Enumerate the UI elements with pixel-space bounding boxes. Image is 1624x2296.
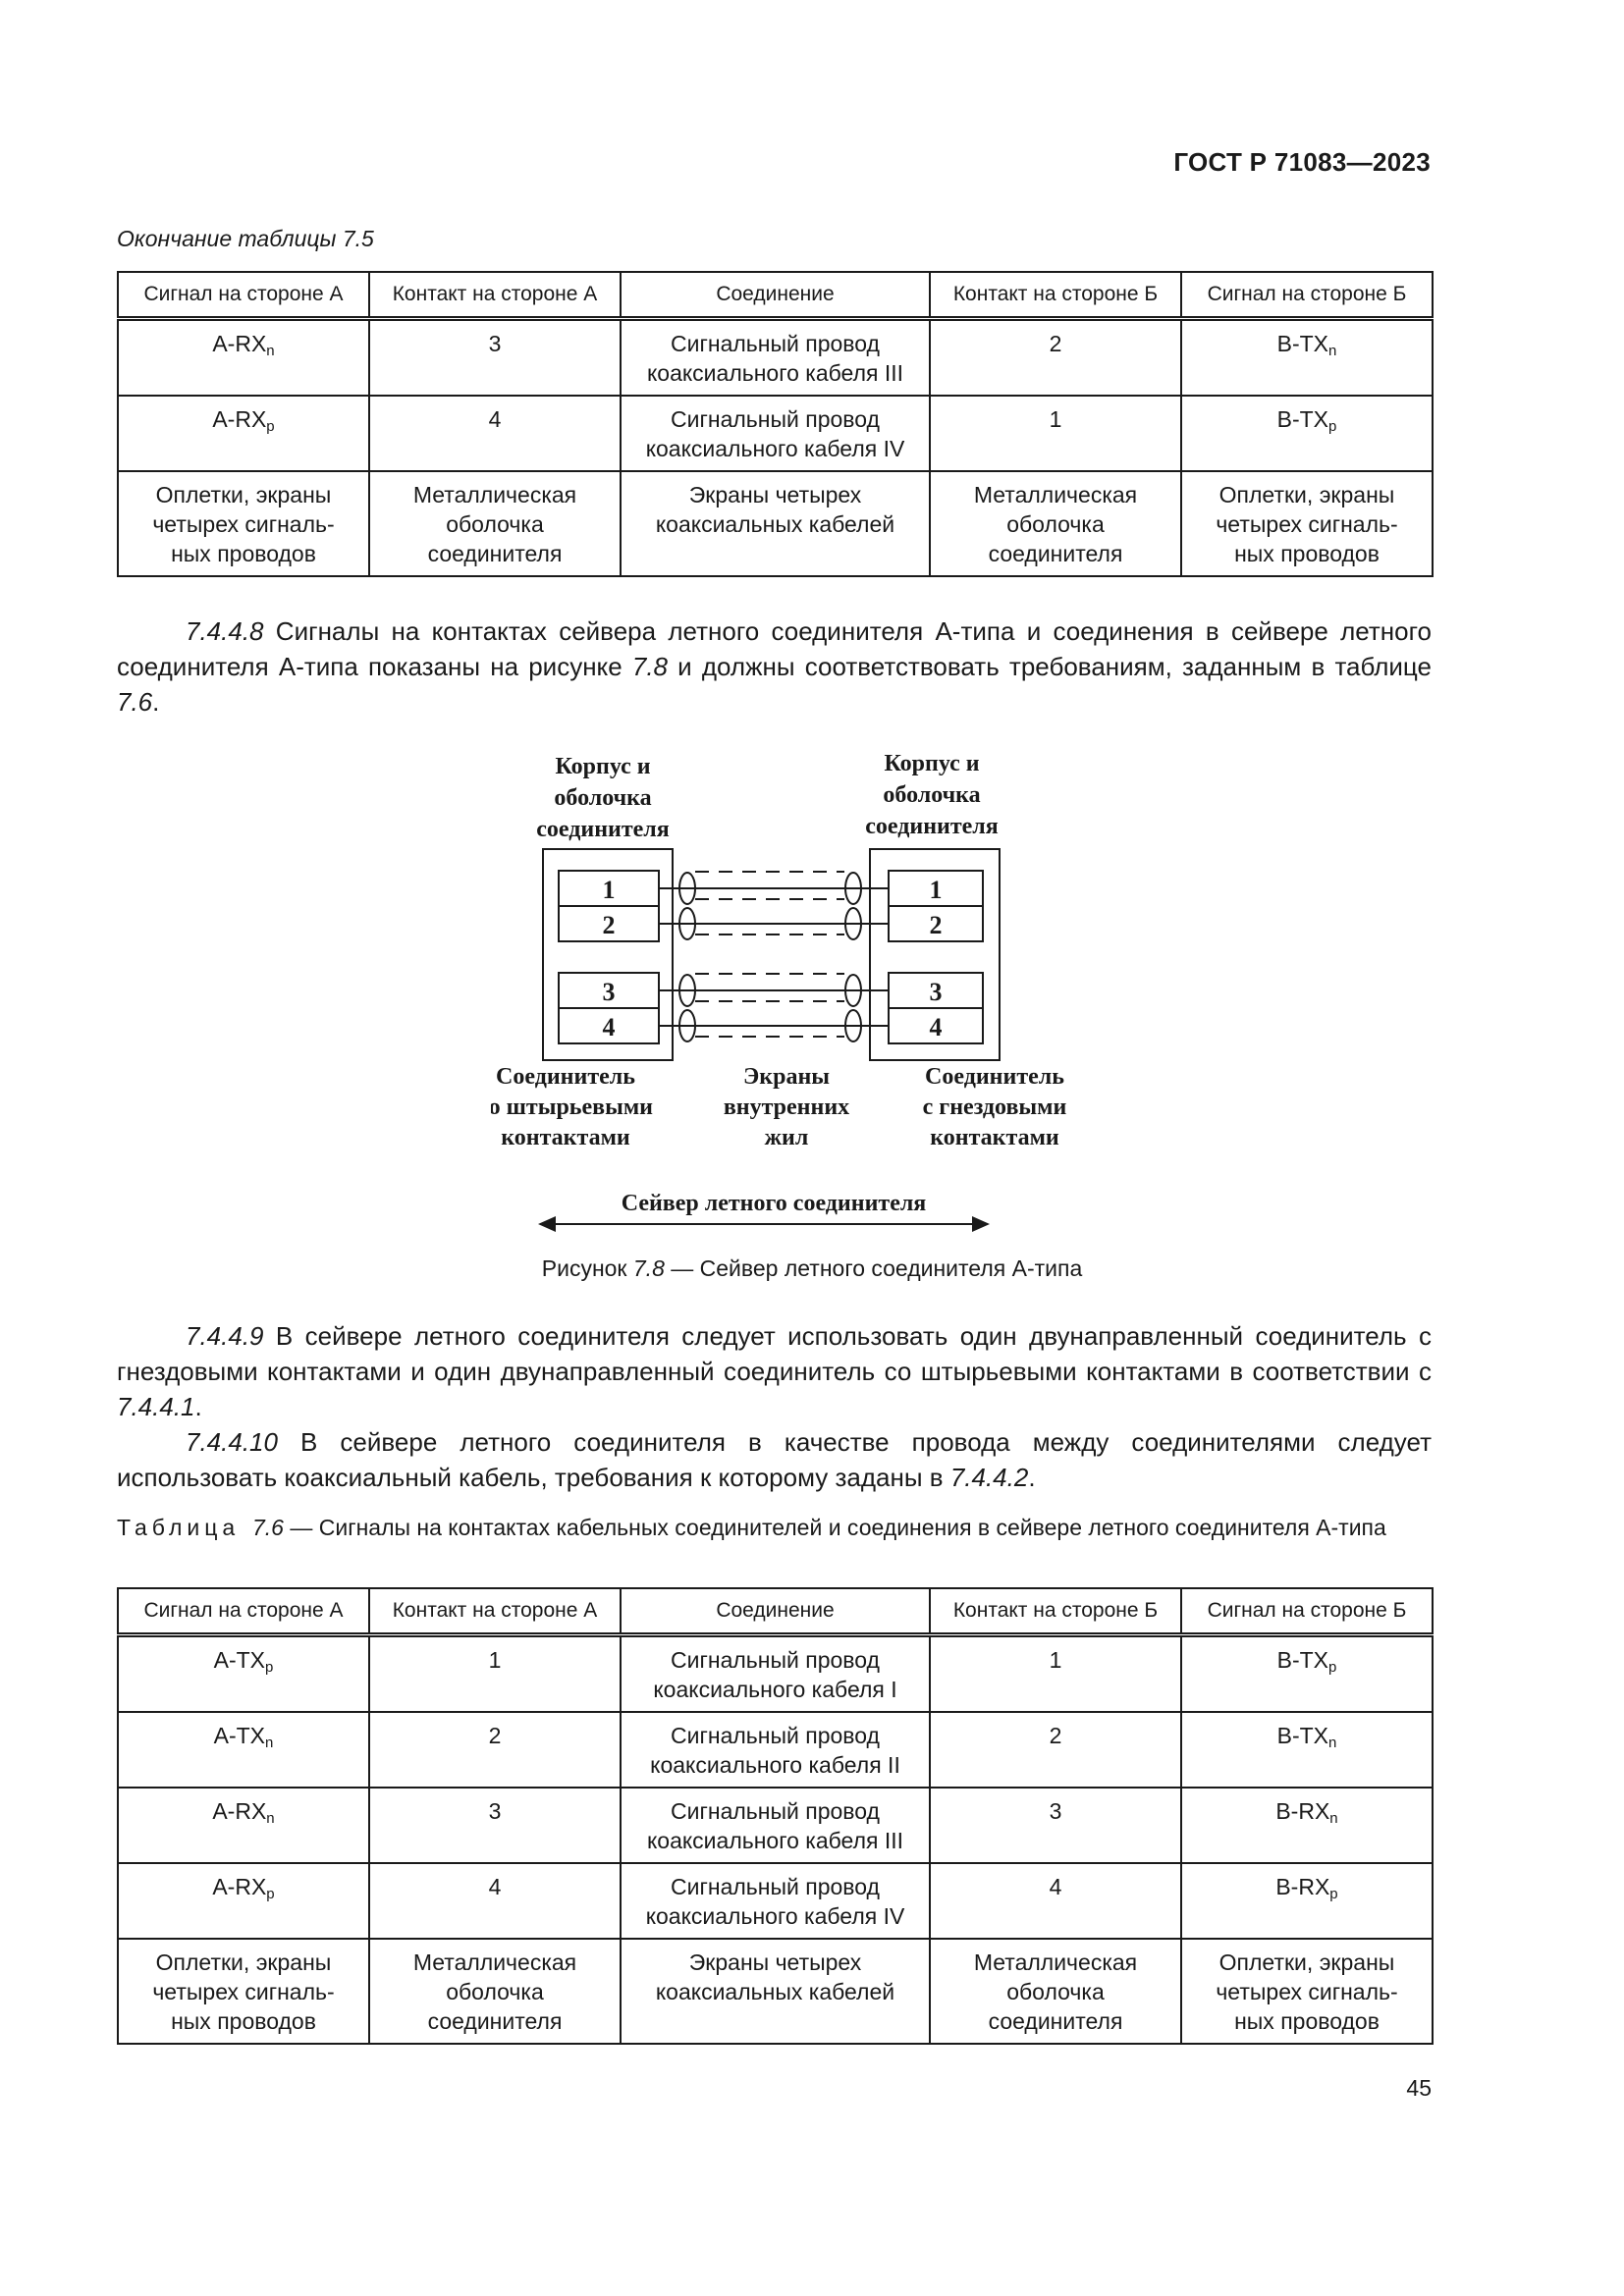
left-pin-label-2: 2 [602,911,616,939]
cell-connection: Сигнальный провод коаксиального кабеля I [621,1635,930,1713]
cell-signal-b: Оплетки, экраны четырех сигналь- ных проводов [1181,471,1433,576]
cell-signal-b: $B-TX_n$ [1181,1712,1433,1788]
figure-7-8-caption: Рисунок 7.8 — Сейвер летного соединителя А-типа [541,1255,1083,1281]
col-header-signal-a: Сигнал на стороне А [118,1588,369,1635]
cell-contact-b: 2 [930,1712,1181,1788]
cell-signal-a: $A-TX_p$ [118,1635,369,1713]
table-row-shields [118,1939,1433,2044]
cell-signal-b: $B-RX_p$ [1181,1863,1433,1939]
cell-signal-a: $A-RX_n$ [118,1788,369,1863]
cell-signal-a: Оплетки, экраны четырех сигналь- ных проводов [118,471,369,576]
table-header-row [118,1588,1433,1635]
span-label: Сейвер летного соединителя [621,1191,927,1216]
page-number: 45 [1406,2075,1432,2101]
cell-signal-b: $B-TX_p$ [1181,396,1433,471]
cell-connection: Сигнальный провод коаксиального кабеля II [621,1712,930,1788]
cell-contact-b: Металлическая оболочка соединителя [930,471,1181,576]
saver-diagram [491,741,1080,1252]
label-left-bottom-3: контактами [501,1125,630,1150]
table-7-5-continuation-caption: Окончание таблицы 7.5 [117,226,374,251]
cell-connection: Экраны четырех коаксиальных кабелей [621,1939,930,2044]
label-right-top-1: Корпус и [884,751,980,776]
table-row [118,1712,1433,1788]
label-right-bottom-3: контактами [930,1125,1059,1150]
col-header-signal-b: Сигнал на стороне Б [1181,1588,1433,1635]
col-header-signal-a: Сигнал на стороне А [118,272,369,319]
cell-connection: Сигнальный провод коаксиального кабеля III [621,1788,930,1863]
label-left-top-3: соединителя [536,817,670,842]
span-arrow [538,1216,990,1232]
cell-signal-b: $B-RX_n$ [1181,1788,1433,1863]
right-pin-label-3: 3 [929,978,943,1006]
cell-contact-b: Металлическая оболочка соединителя [930,1939,1181,2044]
table-7-6 [117,1587,1434,2045]
col-header-connection: Соединение [621,272,930,319]
label-middle-bottom-1: Экраны [742,1064,831,1090]
shield-dash-lines [695,872,844,1037]
label-right-bottom-1: Соединитель [925,1064,1064,1090]
col-header-contact-b: Контакт на стороне Б [930,1588,1181,1635]
label-right-top-2: оболочка [883,782,981,808]
label-right-bottom-2: с гнездовыми [922,1095,1067,1120]
paragraph-7-4-4-10: 7.4.4.10 В сейвере летного соединителя в качестве провода между соединителями следует использовать коаксиальный кабель, требования к которому заданы в 7.4.4.2. [117,1427,1432,1492]
label-left-top-2: оболочка [554,785,652,811]
paragraph-7-4-4-8: 7.4.4.8 Сигналы на контактах сейвера летного соединителя А-типа и соединения в сейвере летного соединителя А-типа показаны на рисунке 7.8 и должны соответствовать требованиям, заданным в таблице 7.6. [117,616,1432,717]
cell-signal-b: $B-TX_p$ [1181,1635,1433,1713]
cell-connection: Сигнальный провод коаксиального кабеля IV [621,396,930,471]
cell-signal-a: $A-RX_n$ [118,319,369,397]
col-header-contact-b: Контакт на стороне Б [930,272,1181,319]
table-row [118,1635,1433,1713]
right-pin-label-4: 4 [929,1013,943,1041]
cell-contact-b: 2 [930,319,1181,397]
label-left-bottom-2: со штырьевыми [491,1095,654,1120]
cell-contact-b: 4 [930,1863,1181,1939]
label-middle-bottom-2: внутренних [723,1095,850,1120]
cell-contact-a: Металлическая оболочка соединителя [369,1939,621,2044]
cell-signal-a: $A-RX_p$ [118,1863,369,1939]
cell-contact-a: 1 [369,1635,621,1713]
table-row [118,396,1433,471]
right-pin-label-1: 1 [929,876,943,904]
table-row [118,1788,1433,1863]
cell-signal-b: $B-TX_n$ [1181,319,1433,397]
cell-contact-a: Металлическая оболочка соединителя [369,471,621,576]
col-header-signal-b: Сигнал на стороне Б [1181,272,1433,319]
table-7-5 [117,271,1434,577]
cell-contact-a: 4 [369,396,621,471]
cell-contact-a: 3 [369,319,621,397]
left-pin-label-1: 1 [602,876,616,904]
table-7-6-title: Таблица 7.6 — Сигналы на контактах кабельных соединителей и соединения в сейвере летного соединителя А-типа [117,1515,1386,1540]
label-left-top-1: Корпус и [555,754,651,779]
label-right-top-3: соединителя [865,814,999,839]
col-header-contact-a: Контакт на стороне А [369,1588,621,1635]
paragraph-7-4-4-9: 7.4.4.9 В сейвере летного соединителя следует использовать один двунаправленный соединитель с гнездовыми контактами и один двунаправленный соединитель со штырьевыми контактами в соответствии с 7.4.4.1. [117,1321,1432,1421]
cell-signal-a: $A-TX_n$ [118,1712,369,1788]
cell-contact-a: 3 [369,1788,621,1863]
cell-contact-b: 1 [930,396,1181,471]
left-pin-label-3: 3 [602,978,616,1006]
cell-signal-b: Оплетки, экраны четырех сигналь- ных проводов [1181,1939,1433,2044]
cell-connection: Сигнальный провод коаксиального кабеля IV [621,1863,930,1939]
label-left-bottom-1: Соединитель [496,1064,635,1090]
shield-rings [679,873,861,1041]
cell-connection: Сигнальный провод коаксиального кабеля III [621,319,930,397]
table-header-row [118,272,1433,319]
table-row [118,319,1433,397]
table-row [118,1863,1433,1939]
cell-contact-a: 2 [369,1712,621,1788]
cell-contact-a: 4 [369,1863,621,1939]
col-header-contact-a: Контакт на стороне А [369,272,621,319]
cell-signal-a: $A-RX_p$ [118,396,369,471]
cell-contact-b: 1 [930,1635,1181,1713]
col-header-connection: Соединение [621,1588,930,1635]
right-pin-label-2: 2 [929,911,943,939]
figure-7-8 [491,741,1080,1252]
standard-code: ГОСТ Р 71083—2023 [1173,147,1431,177]
cell-signal-a: Оплетки, экраны четырех сигналь- ных проводов [118,1939,369,2044]
left-pin-label-4: 4 [602,1013,616,1041]
label-middle-bottom-3: жил [764,1125,809,1150]
cell-contact-b: 3 [930,1788,1181,1863]
table-row-shields [118,471,1433,576]
cell-connection: Экраны четырех коаксиальных кабелей [621,471,930,576]
